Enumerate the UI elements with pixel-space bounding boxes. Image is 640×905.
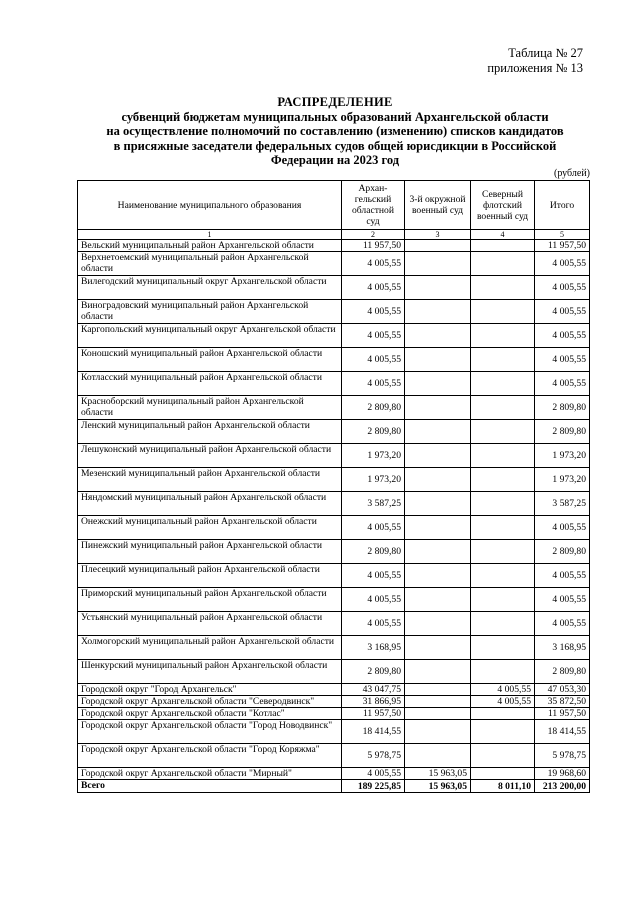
grand-total: 213 200,00 <box>535 780 590 793</box>
municipality-name: Пинежский муниципальный район Архангельской области <box>78 540 342 564</box>
total-amount: 5 978,75 <box>535 744 590 768</box>
column-number: 1 <box>78 230 342 240</box>
total-row <box>78 780 590 793</box>
total-amount: 4 005,55 <box>535 324 590 348</box>
fleet-military-court-amount <box>471 444 535 468</box>
table-header <box>78 181 590 240</box>
table-row <box>78 240 590 252</box>
header-total: Итого <box>535 181 590 230</box>
regional-court-amount: 2 809,80 <box>342 396 405 420</box>
fleet-military-court-amount <box>471 564 535 588</box>
table-row <box>78 252 590 276</box>
column-number: 3 <box>405 230 471 240</box>
table-row <box>78 720 590 744</box>
table-row <box>78 636 590 660</box>
district-military-court-amount <box>405 396 471 420</box>
table-row <box>78 708 590 720</box>
district-military-court-amount <box>405 372 471 396</box>
fleet-military-court-amount <box>471 516 535 540</box>
regional-court-amount: 4 005,55 <box>342 300 405 324</box>
fleet-military-court-amount <box>471 396 535 420</box>
municipality-name: Городской округ Архангельской области "Котлас" <box>78 708 342 720</box>
table-row <box>78 516 590 540</box>
table-row <box>78 420 590 444</box>
column-number: 4 <box>471 230 535 240</box>
district-military-court-amount <box>405 696 471 708</box>
municipality-name: Городской округ Архангельской области "Город Новодвинск" <box>78 720 342 744</box>
district-military-court-amount <box>405 276 471 300</box>
district-military-court-amount <box>405 324 471 348</box>
fleet-military-court-amount <box>471 252 535 276</box>
table-row <box>78 300 590 324</box>
total-amount: 11 957,50 <box>535 708 590 720</box>
document-heading <box>70 95 600 168</box>
fleet-military-court-amount <box>471 240 535 252</box>
total-amount: 3 587,25 <box>535 492 590 516</box>
fleet-military-court-amount <box>471 612 535 636</box>
district-military-court-amount <box>405 612 471 636</box>
table-row <box>78 696 590 708</box>
regional-court-amount: 4 005,55 <box>342 324 405 348</box>
fleet-military-court-amount <box>471 708 535 720</box>
header-district-military-court: 3-й окружной военный суд <box>405 181 471 230</box>
district-military-court-amount <box>405 588 471 612</box>
regional-court-amount: 4 005,55 <box>342 372 405 396</box>
fleet-military-court-amount <box>471 660 535 684</box>
fleet-military-court-amount <box>471 744 535 768</box>
fleet-military-court-total: 8 011,10 <box>471 780 535 793</box>
fleet-military-court-amount: 4 005,55 <box>471 684 535 696</box>
district-military-court-amount <box>405 660 471 684</box>
regional-court-amount: 3 587,25 <box>342 492 405 516</box>
total-amount: 4 005,55 <box>535 564 590 588</box>
regional-court-amount: 4 005,55 <box>342 768 405 780</box>
table-row <box>78 396 590 420</box>
total-amount: 4 005,55 <box>535 300 590 324</box>
municipality-name: Плесецкий муниципальный район Архангельской области <box>78 564 342 588</box>
total-amount: 2 809,80 <box>535 420 590 444</box>
total-amount: 2 809,80 <box>535 660 590 684</box>
total-amount: 1 973,20 <box>535 468 590 492</box>
district-military-court-amount <box>405 300 471 324</box>
fleet-military-court-amount <box>471 324 535 348</box>
table-row <box>78 612 590 636</box>
total-amount: 19 968,60 <box>535 768 590 780</box>
total-amount: 18 414,55 <box>535 720 590 744</box>
regional-court-amount: 4 005,55 <box>342 516 405 540</box>
district-military-court-amount <box>405 348 471 372</box>
municipality-name: Городской округ Архангельской области "Северодвинск" <box>78 696 342 708</box>
fleet-military-court-amount <box>471 276 535 300</box>
table-row <box>78 444 590 468</box>
heading-line-2: на осуществление полномочий по составлению (изменению) списков кандидатов <box>106 124 564 138</box>
municipality-name: Городской округ "Город Архангельск" <box>78 684 342 696</box>
municipality-name: Онежский муниципальный район Архангельской области <box>78 516 342 540</box>
regional-court-amount: 4 005,55 <box>342 348 405 372</box>
table-row <box>78 468 590 492</box>
total-amount: 1 973,20 <box>535 444 590 468</box>
total-amount: 4 005,55 <box>535 252 590 276</box>
fleet-military-court-amount <box>471 468 535 492</box>
regional-court-amount: 1 973,20 <box>342 444 405 468</box>
table-row <box>78 660 590 684</box>
municipality-name: Каргопольский муниципальный округ Архангельской области <box>78 324 342 348</box>
municipality-name: Холмогорский муниципальный район Архангельской области <box>78 636 342 660</box>
header-regional-court: Архан-гельский областной суд <box>342 181 405 230</box>
regional-court-amount: 11 957,50 <box>342 708 405 720</box>
municipality-name: Виноградовский муниципальный район Архангельской области <box>78 300 342 324</box>
municipality-name: Шенкурский муниципальный район Архангельской области <box>78 660 342 684</box>
district-military-court-total: 15 963,05 <box>405 780 471 793</box>
table-row <box>78 276 590 300</box>
regional-court-amount: 3 168,95 <box>342 636 405 660</box>
table-row <box>78 492 590 516</box>
regional-court-amount: 2 809,80 <box>342 540 405 564</box>
municipality-name: Ленский муниципальный район Архангельской области <box>78 420 342 444</box>
annex-reference <box>487 46 583 76</box>
regional-court-amount: 18 414,55 <box>342 720 405 744</box>
municipality-name: Верхнетоемский муниципальный район Архангельской области <box>78 252 342 276</box>
fleet-military-court-amount <box>471 492 535 516</box>
regional-court-amount: 2 809,80 <box>342 660 405 684</box>
regional-court-amount: 43 047,75 <box>342 684 405 696</box>
column-number: 5 <box>535 230 590 240</box>
table-row <box>78 324 590 348</box>
district-military-court-amount <box>405 420 471 444</box>
regional-court-amount: 4 005,55 <box>342 276 405 300</box>
district-military-court-amount <box>405 564 471 588</box>
header-fleet-military-court: Северный флотский военный суд <box>471 181 535 230</box>
municipality-name: Вельский муниципальный район Архангельской области <box>78 240 342 252</box>
municipality-name: Городской округ Архангельской области "Город Коряжма" <box>78 744 342 768</box>
district-military-court-amount <box>405 492 471 516</box>
municipality-name: Городской округ Архангельской области "Мирный" <box>78 768 342 780</box>
heading-line-4: Федерации на 2023 год <box>270 153 400 167</box>
annex-table-number: Таблица № 27 <box>508 46 583 60</box>
municipality-name: Няндомский муниципальный район Архангельской области <box>78 492 342 516</box>
document-title: РАСПРЕДЕЛЕНИЕ <box>277 95 393 109</box>
municipality-name: Приморский муниципальный район Архангельской области <box>78 588 342 612</box>
district-military-court-amount <box>405 636 471 660</box>
distribution-table <box>77 180 590 793</box>
municipality-name: Коношский муниципальный район Архангельской области <box>78 348 342 372</box>
municipality-name: Лешуконский муниципальный район Архангельской области <box>78 444 342 468</box>
column-number-row <box>78 230 590 240</box>
municipality-name: Устьянский муниципальный район Архангельской области <box>78 612 342 636</box>
total-amount: 4 005,55 <box>535 588 590 612</box>
total-amount: 35 872,50 <box>535 696 590 708</box>
regional-court-amount: 1 973,20 <box>342 468 405 492</box>
municipality-name: Вилегодский муниципальный округ Архангельской области <box>78 276 342 300</box>
district-military-court-amount: 15 963,05 <box>405 768 471 780</box>
regional-court-amount: 4 005,55 <box>342 564 405 588</box>
total-amount: 2 809,80 <box>535 396 590 420</box>
table-row <box>78 744 590 768</box>
municipality-name: Мезенский муниципальный район Архангельской области <box>78 468 342 492</box>
total-amount: 47 053,30 <box>535 684 590 696</box>
table-row <box>78 540 590 564</box>
total-amount: 4 005,55 <box>535 516 590 540</box>
district-military-court-amount <box>405 240 471 252</box>
district-military-court-amount <box>405 252 471 276</box>
district-military-court-amount <box>405 708 471 720</box>
table-row <box>78 372 590 396</box>
regional-court-amount: 2 809,80 <box>342 420 405 444</box>
municipality-name: Котласский муниципальный район Архангельской области <box>78 372 342 396</box>
heading-line-3: в присяжные заседатели федеральных судов общей юрисдикции в Российской <box>113 138 557 153</box>
total-amount: 4 005,55 <box>535 276 590 300</box>
table-row <box>78 684 590 696</box>
district-military-court-amount <box>405 444 471 468</box>
table-body <box>78 240 590 793</box>
heading-line-1: субвенций бюджетам муниципальных образований Архангельской области <box>121 109 549 124</box>
district-military-court-amount <box>405 540 471 564</box>
table-row <box>78 768 590 780</box>
fleet-military-court-amount <box>471 348 535 372</box>
table-row <box>78 588 590 612</box>
district-military-court-amount <box>405 516 471 540</box>
total-amount: 11 957,50 <box>535 240 590 252</box>
table-row <box>78 564 590 588</box>
fleet-military-court-amount <box>471 768 535 780</box>
total-label: Всего <box>78 780 342 793</box>
regional-court-amount: 4 005,55 <box>342 252 405 276</box>
total-amount: 4 005,55 <box>535 612 590 636</box>
district-military-court-amount <box>405 720 471 744</box>
regional-court-amount: 31 866,95 <box>342 696 405 708</box>
fleet-military-court-amount <box>471 588 535 612</box>
regional-court-amount: 4 005,55 <box>342 612 405 636</box>
total-amount: 2 809,80 <box>535 540 590 564</box>
total-amount: 4 005,55 <box>535 372 590 396</box>
units-label: (рублей) <box>553 168 590 179</box>
fleet-military-court-amount <box>471 300 535 324</box>
fleet-military-court-amount <box>471 372 535 396</box>
district-military-court-amount <box>405 684 471 696</box>
header-municipality: Наименование муниципального образования <box>78 181 342 230</box>
regional-court-amount: 5 978,75 <box>342 744 405 768</box>
regional-court-total: 189 225,85 <box>342 780 405 793</box>
total-amount: 3 168,95 <box>535 636 590 660</box>
annex-appendix-number: приложения № 13 <box>487 61 583 75</box>
regional-court-amount: 11 957,50 <box>342 240 405 252</box>
fleet-military-court-amount: 4 005,55 <box>471 696 535 708</box>
municipality-name: Красноборский муниципальный район Архангельской области <box>78 396 342 420</box>
fleet-military-court-amount <box>471 540 535 564</box>
district-military-court-amount <box>405 744 471 768</box>
total-amount: 4 005,55 <box>535 348 590 372</box>
regional-court-amount: 4 005,55 <box>342 588 405 612</box>
fleet-military-court-amount <box>471 720 535 744</box>
fleet-military-court-amount <box>471 636 535 660</box>
fleet-military-court-amount <box>471 420 535 444</box>
column-number: 2 <box>342 230 405 240</box>
district-military-court-amount <box>405 468 471 492</box>
table-row <box>78 348 590 372</box>
